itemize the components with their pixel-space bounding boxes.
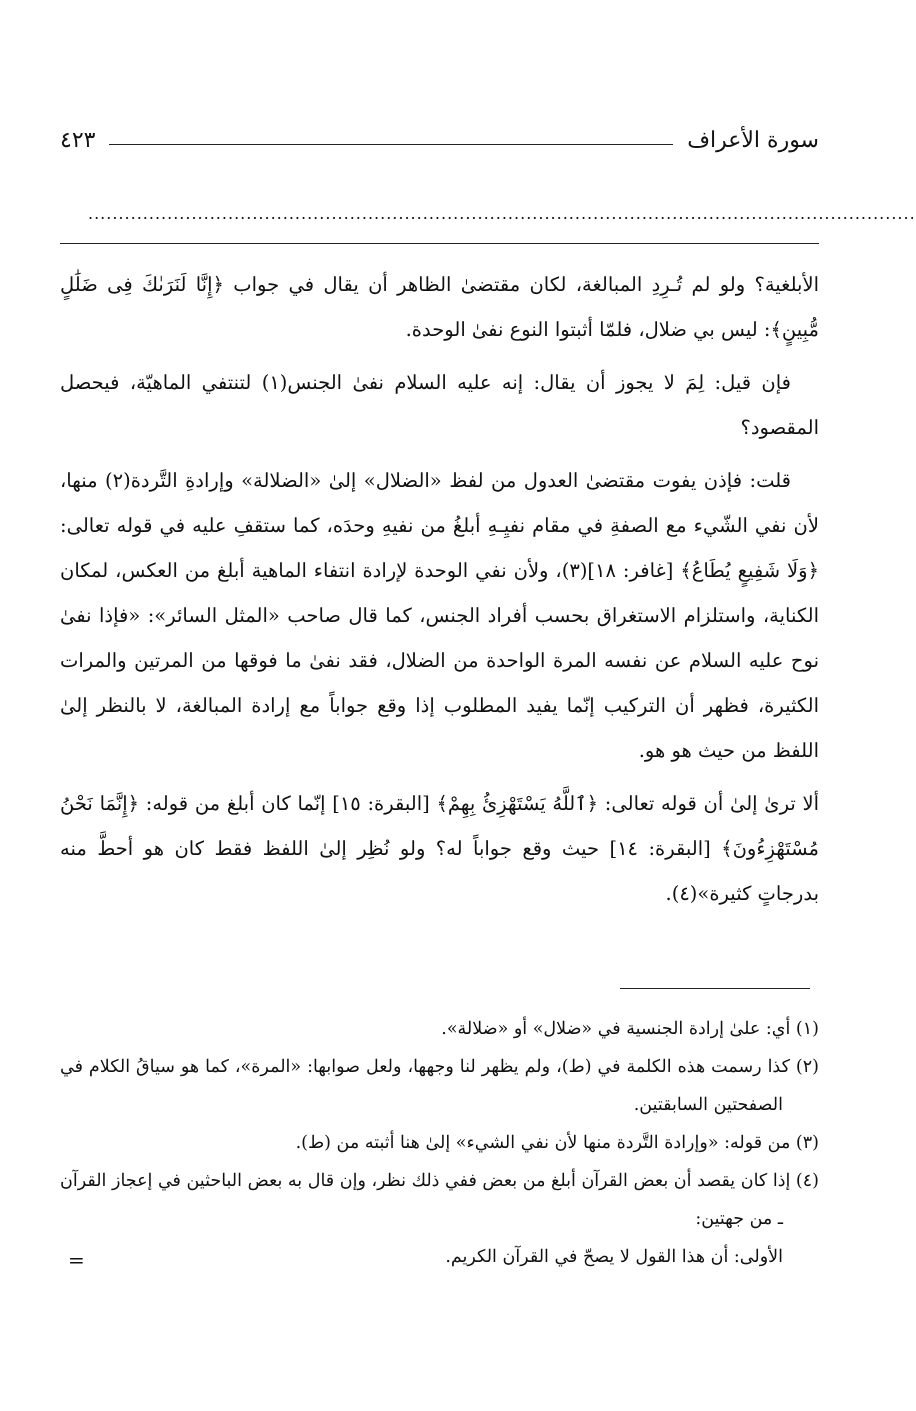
page-number: ٤٢٣ — [60, 127, 96, 153]
paragraph: الأبلغية؟ ولو لم تُـرِدِ المبالغة، لكان مقتضىٰ الظاهر أن يقال في جواب ﴿إِنَّا لَنَرَىٰكَ فِى ضَلَٰلٍ مُّبِينٍ﴾: ليس بي ضلال، فلمّا أثبتوا النوع نفىٰ الوحدة. — [60, 273, 819, 341]
footnotes — [60, 1010, 819, 1276]
running-header — [60, 120, 819, 160]
main-text — [60, 262, 819, 924]
footnote: (١) أي: علىٰ إرادة الجنسية في «ضلال» أو «ضلالة». — [441, 1019, 819, 1039]
section-rule — [60, 243, 819, 244]
footnote-continuation: الأولى: أن هذا القول لا يصحّ في القرآن الكريم. — [445, 1247, 783, 1267]
footnote: (٢) كذا رسمت هذه الكلمة في (ط)، ولم يظهر لنا وجهها، ولعل صوابها: «المرة»، كما هو سياقُ الكلام في الصفحتين السابقتين. — [60, 1057, 819, 1115]
surah-title: سورة الأعراف — [687, 127, 819, 153]
footnote: (٤) إذا كان يقصد أن بعض القرآن أبلغ من بعض ففي ذلك نظر، وإن قال به بعض الباحثين في إعجاز القرآن ـ من جهتين: — [60, 1171, 819, 1229]
paragraph: فإن قيل: لِمَ لا يجوز أن يقال: إنه عليه السلام نفىٰ الجنس(١) لتنتفي الماهيّة، فيحصل المقصود؟ — [60, 371, 819, 439]
paragraph: قلت: فإذن يفوت مقتضىٰ العدول من لفظ «الضلال» إلىٰ «الضلالة» وإرادةِ التَّردة(٢) منها، لأن نفي الشّيء مع الصفةِ في مقام نفيِـهِ أبلغُ من نفيهِ وحدَه، كما ستقفِ عليه في قوله تعالى: ﴿وَلَا شَفِيعٍ يُطَاعُ﴾ [غافر: ١٨](٣)، ولأن نفي الوحدة لإرادة انتفاء الماهية أبلغ من العكس، لمكان الكناية، واستلزام الاستغراق بحسب أفراد الجنس، كما قال صاحب «المثل السائر»: «فإذا نفىٰ نوح عليه السلام عن نفسه المرة الواحدة من الضلال، فقد نفىٰ ما فوقها من المرتين والمرات الكثيرة، فظهر أن التركيب إنّما يفيد المطلوب إذا وقع جواباً مع إرادة المبالغة، لا بالنظر إلىٰ اللفظ من حيث هو هو. — [60, 469, 820, 762]
continued-mark: = — [68, 1248, 85, 1272]
paragraph: ألا ترىٰ إلىٰ أن قوله تعالى: ﴿ٱللَّهُ يَسْتَهْزِئُ بِهِمْ﴾ [البقرة: ١٥] إنّما كان أبلغ من قوله: ﴿إِنَّمَا نَحْنُ مُسْتَهْزِءُونَ﴾ [البقرة: ١٤] حيث وقع جواباً له؟ ولو نُظِر إلىٰ اللفظ فقط كان هو أحطَّ منه بدرجاتٍ كثيرة»(٤). — [60, 792, 820, 905]
footnote-separator — [620, 988, 810, 989]
footnote: (٣) من قوله: «وإرادة التَّردة منها لأن نفي الشيء» إلىٰ هنا أثبته من (ط). — [295, 1133, 819, 1153]
header-rule — [109, 144, 673, 145]
dotted-separator: ........................................................................................................................................ — [88, 204, 916, 223]
